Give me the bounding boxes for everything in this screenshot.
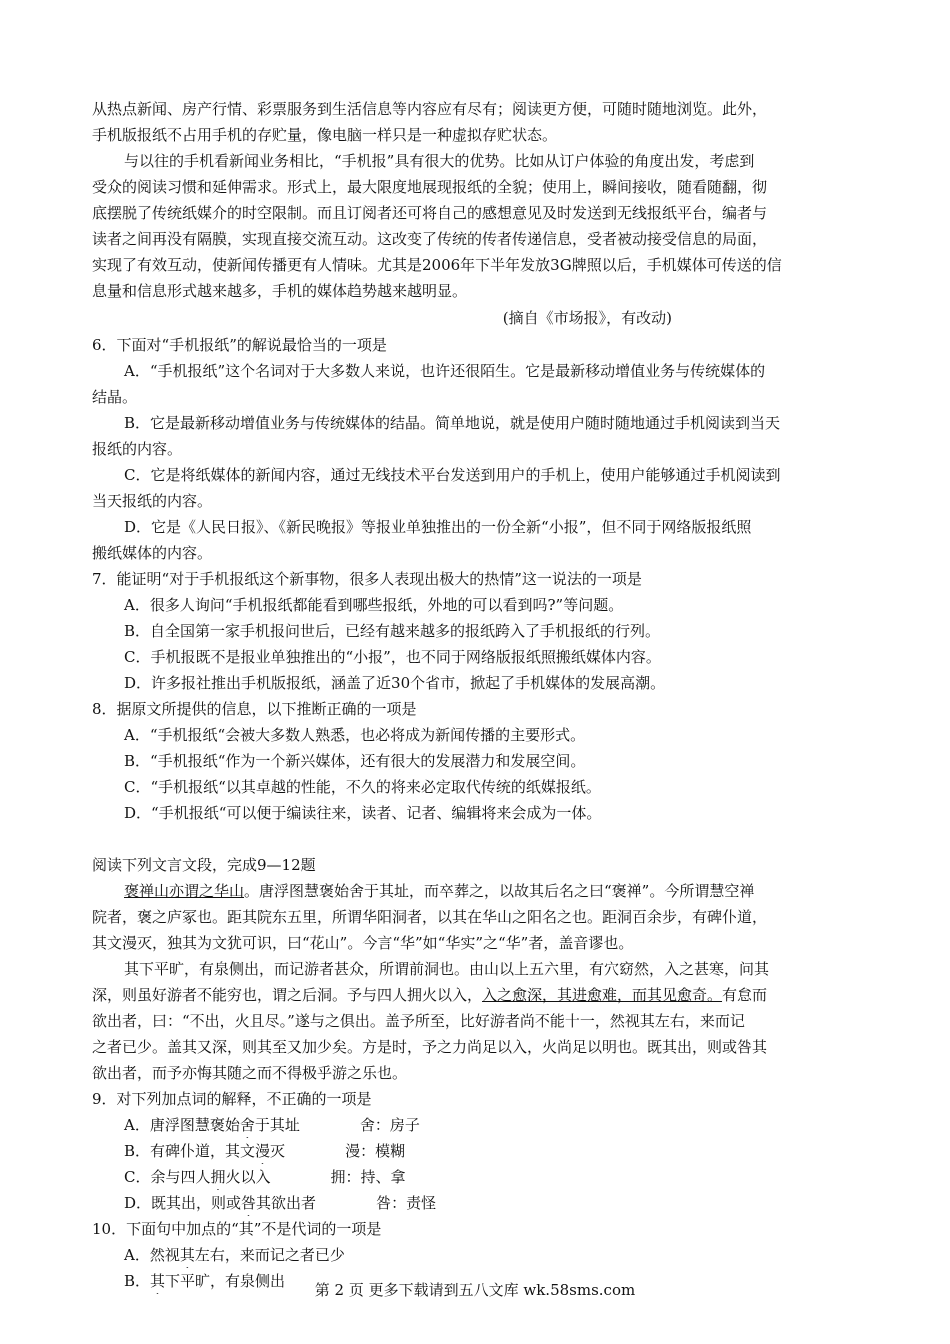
option-gloss: 拥：持、拿 bbox=[330, 1168, 406, 1186]
dotted-word: 咎 bbox=[241, 1194, 257, 1212]
text-segment: 深，则虽好游者不能穷也，谓之后洞。予与四人拥火以入， bbox=[92, 986, 483, 1004]
option-text: 其欲出者 bbox=[256, 1194, 317, 1212]
option-b: B．自全国第一家手机报问世后，已经有越来越多的报纸跨入了手机报纸的行列。 bbox=[124, 622, 661, 640]
dotted-word: 其 bbox=[179, 1246, 195, 1264]
option-c bbox=[92, 1164, 862, 1190]
option-gloss: 舍：房子 bbox=[359, 1116, 420, 1134]
text-line: 从热点新闻、房产行情、彩票服务到生活信息等内容应有尽有；阅读更方便，可随时随地浏览。此外， bbox=[92, 100, 768, 118]
option-b: B．“手机报纸“作为一个新兴媒体，还有很大的发展潜力和发展空间。 bbox=[124, 752, 586, 770]
option-a-cont: 结晶。 bbox=[92, 388, 138, 406]
classical-paragraph-1 bbox=[92, 878, 862, 956]
option-text: C．余与四人 bbox=[124, 1168, 211, 1186]
document-page bbox=[92, 96, 862, 1294]
dotted-word: 舍 bbox=[239, 1116, 255, 1134]
classical-paragraph-2 bbox=[92, 956, 862, 1086]
question-9 bbox=[92, 1086, 862, 1216]
section-intro: 阅读下列文言文段，完成9—12题 bbox=[92, 856, 316, 874]
text-line bbox=[92, 982, 862, 1008]
option-d bbox=[92, 1190, 862, 1216]
text-line: 手机版报纸不占用手机的存贮量，像电脑一样只是一种虚拟存贮状态。 bbox=[92, 126, 558, 144]
option-d: D．许多报社推出手机版报纸，涵盖了近30个省市，掀起了手机媒体的发展高潮。 bbox=[124, 674, 666, 692]
text-segment: 有怠而 bbox=[722, 986, 768, 1004]
text-line: 与以往的手机看新闻业务相比，“手机报”具有很大的优势。比如从订户体验的角度出发，考虑到 bbox=[124, 152, 755, 170]
option-text: 火以入 bbox=[225, 1168, 271, 1186]
option-a: A．“手机报纸”这个名词对于大多数人来说，也许还很陌生。它是最新移动增值业务与传统媒体的 bbox=[124, 362, 766, 380]
option-text: B．有碑仆道，其文 bbox=[124, 1142, 256, 1160]
text-segment: 。唐浮图慧褒始舍于其址，而卒葬之，以故其后名之曰“褒禅”。今所谓慧空禅 bbox=[244, 882, 755, 900]
question-stem: 9．对下列加点词的解释，不正确的一项是 bbox=[92, 1090, 372, 1108]
option-a: A．“手机报纸“会被大多数人熟悉，也必将成为新闻传播的主要形式。 bbox=[124, 726, 586, 744]
option-text: A．唐浮图慧褒始 bbox=[124, 1116, 240, 1134]
text-line: 读者之间再没有隔膜，实现直接交流互动。这改变了传统的传者传递信息，受者被动接受信息的局面， bbox=[92, 230, 768, 248]
dotted-word: 拥 bbox=[210, 1168, 226, 1186]
question-stem: 6．下面对“手机报纸”的解说最恰当的一项是 bbox=[92, 336, 387, 354]
page-footer: 第 2 页 更多下载请到五八文库 wk.58sms.com bbox=[314, 1281, 636, 1299]
dotted-word: 漫 bbox=[255, 1142, 271, 1160]
passage-paragraph-2 bbox=[92, 148, 862, 304]
text-line: 底摆脱了传统纸媒介的时空限制。而且订阅者还可将自己的感想意见及时发送到无线报纸平台，编者与 bbox=[92, 204, 768, 222]
text-line: 院者，褒之庐冢也。距其院东五里，所谓华阳洞者，以其在华山之阳名之也。距洞百余步，有碑仆道， bbox=[92, 908, 768, 926]
option-a bbox=[92, 1112, 862, 1138]
question-8 bbox=[92, 696, 862, 826]
option-b bbox=[92, 1138, 862, 1164]
option-c: C．“手机报纸“以其卓越的性能，不久的将来必定取代传统的纸媒报纸。 bbox=[124, 778, 601, 796]
passage-source: (摘自《市场报》，有改动) bbox=[502, 309, 672, 327]
option-b: B．它是最新移动增值业务与传统媒体的结晶。简单地说，就是使用户随时随地通过手机阅读到当天 bbox=[124, 414, 781, 432]
text-line: 其文漫灭，独其为文犹可识，曰“花山”。今言“华”如“华实”之“华”者，盖音谬也。 bbox=[92, 934, 634, 952]
option-text: 下平旷，有泉侧出 bbox=[165, 1272, 286, 1290]
dotted-word: 其 bbox=[150, 1272, 166, 1290]
underlined-phrase: 入之愈深，其进愈难，而其见愈奇。 bbox=[482, 986, 723, 1004]
option-text: 于其址 bbox=[254, 1116, 300, 1134]
text-line: 受众的阅读习惯和延伸需求。形式上，最大限度地展现报纸的全貌；使用上，瞬间接收，随看随翻，彻 bbox=[92, 178, 768, 196]
option-text: D．既其出，则或 bbox=[124, 1194, 242, 1212]
option-gloss: 漫：模糊 bbox=[345, 1142, 406, 1160]
text-line: 实现了有效互动，使新闻传播更有人情味。尤其是2006年下半年发放3G牌照以后，手机媒体可传送的信 bbox=[92, 256, 782, 274]
option-d-cont: 搬纸媒体的内容。 bbox=[92, 544, 213, 562]
underlined-phrase: 褒禅山亦谓之华山 bbox=[124, 882, 245, 900]
question-stem: 8．据原文所提供的信息，以下推断正确的一项是 bbox=[92, 700, 417, 718]
option-c: C．它是将纸媒体的新闻内容，通过无线技术平台发送到用户的手机上，使用户能够通过手机阅读到 bbox=[124, 466, 781, 484]
question-stem: 7．能证明“对于手机报纸这个新事物，很多人表现出极大的热情”这一说法的一项是 bbox=[92, 570, 642, 588]
option-b-cont: 报纸的内容。 bbox=[92, 440, 183, 458]
text-line: 之者已少。盖其又深，则其至又加少矣。方是时，予之力尚足以入，火尚足以明也。既其出，则或咎其 bbox=[92, 1038, 768, 1056]
option-gloss: 咎：责怪 bbox=[376, 1194, 437, 1212]
question-6 bbox=[92, 332, 862, 566]
option-d: D．它是《人民日报》、《新民晚报》等报业单独推出的一份全新“小报”，但不同于网络版报纸照 bbox=[124, 518, 752, 536]
option-c-cont: 当天报纸的内容。 bbox=[92, 492, 213, 510]
option-a: A．很多人询问“手机报纸都能看到哪些报纸，外地的可以看到吗?”等问题。 bbox=[124, 596, 624, 614]
option-d: D．“手机报纸“可以便于编读往来，读者、记者、编辑将来会成为一体。 bbox=[124, 804, 602, 822]
text-line bbox=[92, 878, 862, 904]
option-text: 灭 bbox=[270, 1142, 286, 1160]
option-text: A．然视 bbox=[124, 1246, 180, 1264]
text-line: 其下平旷，有泉侧出，而记游者甚众，所谓前洞也。由山以上五六里，有穴窈然，入之甚寒，问其 bbox=[124, 960, 770, 978]
text-line: 欲出者，曰：“不出，火且尽。”遂与之俱出。盖予所至，比好游者尚不能十一，然视其左右，来而记 bbox=[92, 1012, 745, 1030]
text-line: 欲出者，而予亦悔其随之而不得极乎游之乐也。 bbox=[92, 1064, 408, 1082]
question-stem: 10．下面句中加点的“其”不是代词的一项是 bbox=[92, 1220, 382, 1238]
option-text: 左右，来而记之者已少 bbox=[194, 1246, 345, 1264]
option-a bbox=[92, 1242, 862, 1268]
text-line: 息量和信息形式越来越多，手机的媒体趋势越来越明显。 bbox=[92, 282, 468, 300]
option-text: B． bbox=[124, 1272, 151, 1290]
question-7 bbox=[92, 566, 862, 696]
spacer bbox=[92, 826, 862, 852]
passage-paragraph-1 bbox=[92, 96, 862, 148]
option-c: C．手机报既不是报业单独推出的“小报”，也不同于网络版报纸照搬纸媒体内容。 bbox=[124, 648, 661, 666]
